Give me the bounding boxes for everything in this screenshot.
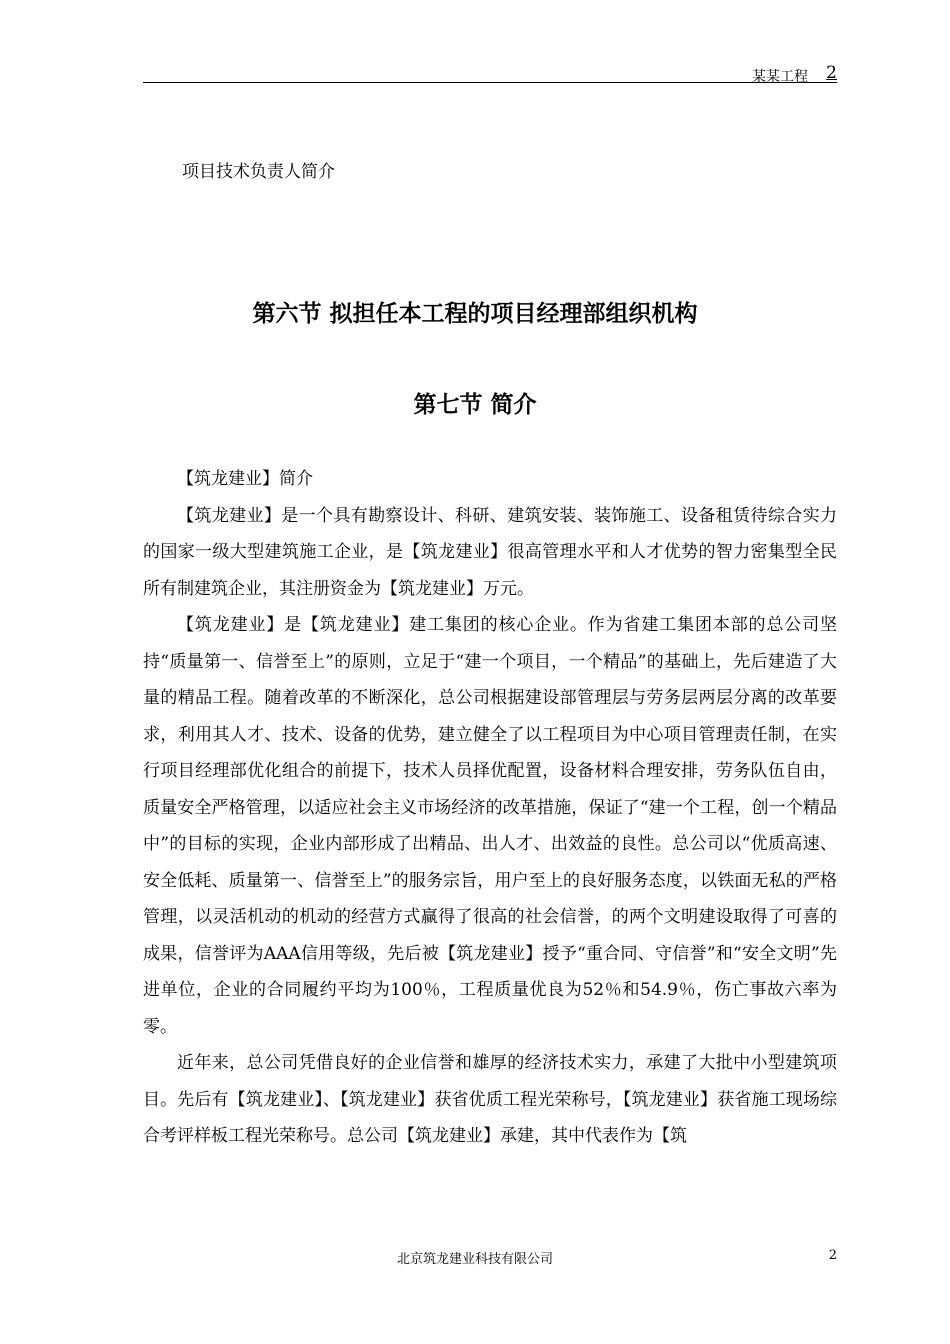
header-divider [143,82,837,83]
section-7-title: 第七节 简介 [413,392,537,418]
paragraph: 【筑龙建业】简介 [177,469,313,489]
body-text [143,461,837,1155]
header-title: 某某工程 [752,69,808,85]
paragraph: 【筑龙建业】是一个具有勘察设计、科研、建筑安装、装饰施工、设备租赁待综合实力的国家一级大型建筑施工企业，是【筑龙建业】很高管理水平和人才优势的智力密集型全民所有制建筑企业，其注册资金为【筑龙建业】万元。 [143,505,837,599]
intro-line: 项目技术负责人简介 [182,162,335,182]
section-6-title: 第六节 拟担任本工程的项目经理部组织机构 [252,301,698,327]
footer-page-number: 2 [828,1248,837,1263]
footer-company: 北京筑龙建业科技有限公司 [396,1252,553,1267]
header-page-number: 2 [826,63,837,83]
paragraph: 【筑龙建业】是【筑龙建业】建工集团的核心企业。作为省建工集团本部的总公司坚持“质量第一、信誉至上”的原则，立足于“建一个项目，一个精品”的基础上，先后建造了大量的精品工程。随着改革的不断深化，总公司根据建设部管理层与劳务层两层分离的改革要求，利用其人才、技术、设备的优势，建立健全了以工程项目为中心项目管理责任制，在实行项目经理部优化组合的前提下，技术人员择优配置，设备材料合理安排，劳务队伍自由，质量安全严格管理，以适应社会主义市场经济的改革措施，保证了“建一个工程，创一个精品中”的目标的实现，企业内部形成了出精品、出人才、出效益的良性。总公司以“优质高速、安全低耗、质量第一、信誉至上”的服务宗旨，用户至上的良好服务态度，以铁面无私的严格管理，以灵活机动的机动的经营方式赢得了很高的社会信誉，的两个文明建设取得了可喜的成果，信誉评为AAA信用等级，先后被【筑龙建业】授予“重合同、守信誉”和“安全文明”先进单位，企业的合同履约平均为100％，工程质量优良为52％和54.9％，伤亡事故六率为零。 [143,615,837,1037]
paragraph: 近年来，总公司凭借良好的企业信誉和雄厚的经济技术实力，承建了大批中小型建筑项目。先后有【筑龙建业】、【筑龙建业】获省优质工程光荣称号，【筑龙建业】获省施工现场综合考评样板工程光荣称号。总公司【筑龙建业】承建，其中代表作为【筑 [143,1053,837,1146]
